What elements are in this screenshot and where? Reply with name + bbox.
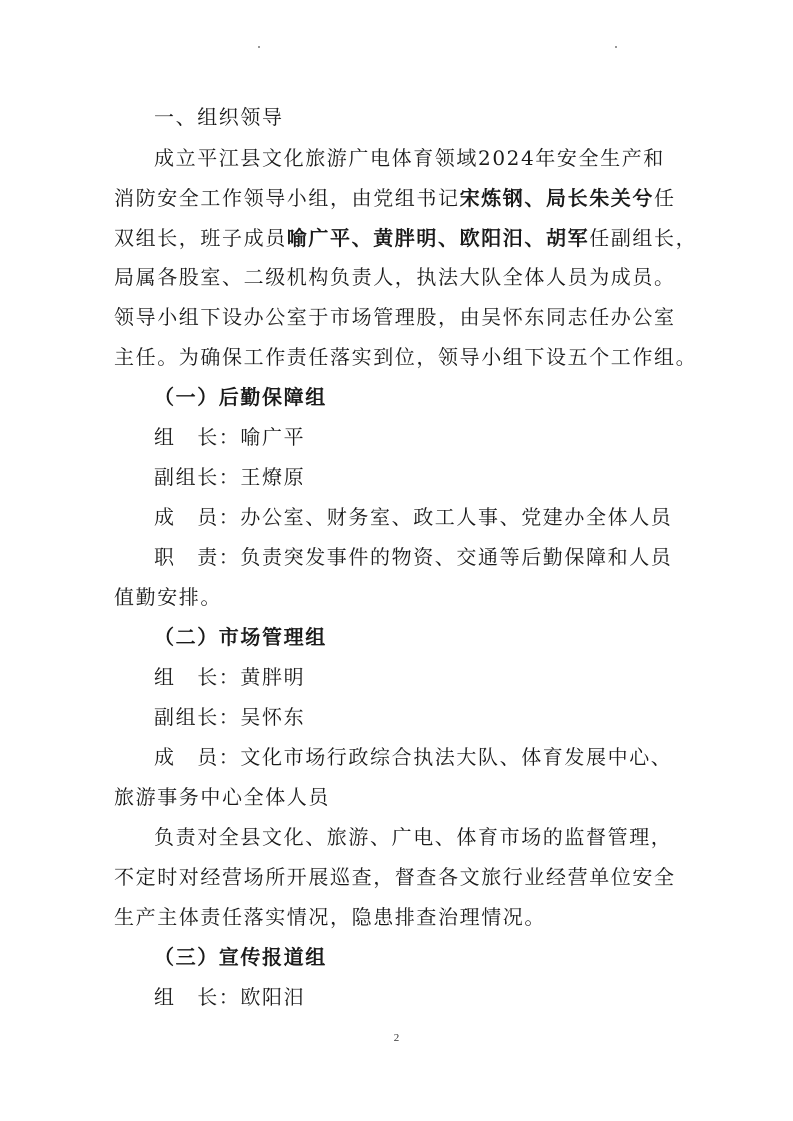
text-run: 任 (654, 186, 676, 210)
group-members: 成 员：文化市场行政综合执法大队、体育发展中心、 (154, 745, 673, 769)
scan-dot (258, 46, 260, 48)
group-leader: 组 长：欧阳汨 (154, 985, 306, 1009)
text-run: 消防安全工作领导小组，由党组书记 (114, 186, 460, 210)
group-leader: 组 长：黄胖明 (154, 665, 306, 689)
paragraph-line: 主任。为确保工作责任落实到位，领导小组下设五个工作组。 (114, 345, 698, 369)
paragraph-line (114, 183, 674, 213)
group-duty: 值勤安排。 (114, 585, 222, 609)
text-run: 双组长，班子成员 (114, 226, 287, 250)
page-number: 2 (393, 1032, 400, 1044)
group-members: 成 员：办公室、财务室、政工人事、党建办全体人员 (154, 505, 673, 529)
text-run: 任副组长， (589, 226, 698, 250)
scan-dot (615, 46, 617, 48)
paragraph-line: 局属各股室、二级机构负责人，执法大队全体人员为成员。 (114, 265, 676, 289)
paragraph-line: 成立平江县文化旅游广电体育领域2024年安全生产和 (154, 146, 665, 170)
group-title-publicity: （三）宣传报道组 (154, 945, 327, 969)
bold-names: 宋炼钢、局长朱关兮 (459, 186, 655, 210)
group-leader: 组 长：喻广平 (154, 425, 306, 449)
group-title-logistics: （一）后勤保障组 (154, 385, 327, 409)
paragraph-line (114, 223, 698, 253)
group-deputy: 副组长：吴怀东 (154, 705, 306, 729)
paragraph-line: 领导小组下设办公室于市场管理股，由吴怀东同志任办公室 (114, 305, 676, 329)
group-deputy: 副组长：王燎原 (154, 465, 306, 489)
bold-names: 喻广平、黄胖明、欧阳汨、胡军 (286, 226, 590, 250)
group-members: 旅游事务中心全体人员 (114, 785, 330, 809)
group-duty: 不定时对经营场所开展巡查，督查各文旅行业经营单位安全 (114, 865, 676, 889)
group-duty: 生产主体责任落实情况，隐患排查治理情况。 (114, 905, 546, 929)
group-duty: 职 责：负责突发事件的物资、交通等后勤保障和人员 (154, 545, 673, 569)
group-duty: 负责对全县文化、旅游、广电、体育市场的监督管理， (154, 825, 673, 849)
group-title-market: （二）市场管理组 (154, 625, 327, 649)
section-heading: 一、组织领导 (154, 105, 284, 129)
